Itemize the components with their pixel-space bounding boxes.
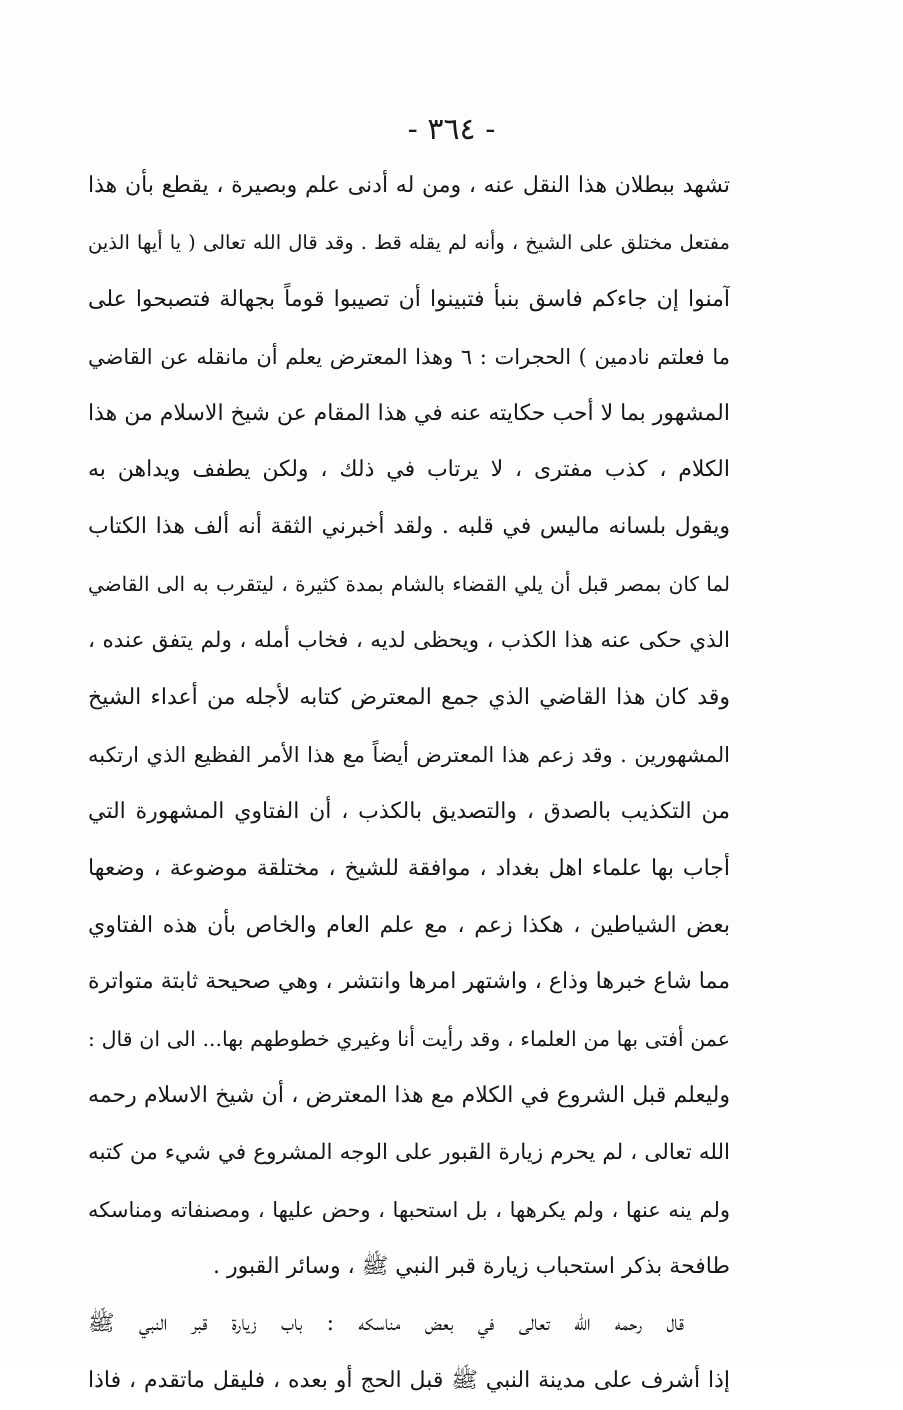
text-line: آمنوا إن جاءكم فاسق بنبأ فتبينوا أن تصيبوا قوماً بجهالة فتصبحوا على (88, 286, 730, 312)
text-line: قال رحمه الله تعالى في بعض مناسكه : باب زيارة قبر النبي ﷺ (88, 1310, 684, 1336)
text-line: عمن أفتى بها من العلماء ، وقد رأيت أنا وغيري خطوطهم بها... الى ان قال : (88, 1027, 730, 1052)
text-line: بعض الشياطين ، هكذا زعم ، مع علم العام والخاص بأن هذه الفتاوي (88, 912, 730, 938)
text-line: إذا أشرف على مدينة النبي ﷺ قبل الحج أو بعده ، فليقل ماتقدم ، فاذا (88, 1367, 730, 1393)
text-line: لما كان بمصر قبل أن يلي القضاء بالشام بمدة كثيرة ، ليتقرب به الى القاضي (88, 572, 730, 597)
text-line: من التكذيب بالصدق ، والتصديق بالكذب ، أن الفتاوي المشهورة التي (88, 798, 730, 824)
text-line: المشهور بما لا أحب حكايته عنه في هذا المقام عن شيخ الاسلام من هذا (88, 400, 730, 426)
text-line: المشهورين . وقد زعم هذا المعترض أيضاً مع هذا الأمر الفظيع الذي ارتكبه (88, 742, 730, 767)
text-line: ولم ينه عنها ، ولم يكرهها ، بل استحبها ، وحض عليها ، ومصنفاته ومناسكه (88, 1198, 730, 1223)
text-line: طافحة بذكر استحباب زيارة قبر النبي ﷺ ، وسائر القبور . (213, 1253, 730, 1279)
page-number: - ٣٦٤ - (407, 112, 496, 147)
text-line: وليعلم قبل الشروع في الكلام مع هذا المعترض ، أن شيخ الاسلام رحمه (88, 1083, 730, 1109)
text-line: وقد كان هذا القاضي الذي جمع المعترض كتابه لأجله من أعداء الشيخ (88, 685, 730, 711)
text-line: الذي حكى عنه هذا الكذب ، ويحظى لديه ، فخاب أمله ، ولم يتفق عنده ، (88, 628, 730, 654)
text-line: ويقول بلسانه ماليس في قلبه . ولقد أخبرني الثقة أنه ألف هذا الكتاب (88, 514, 730, 540)
text-line: مفتعل مختلق على الشيخ ، وأنه لم يقله قط . وقد قال الله تعالى ( يا أيها الذين (88, 230, 730, 254)
text-line: مما شاع خبرها وذاع ، واشتهر امرها وانتشر ، وهي صحيحة ثابتة متواترة (88, 969, 730, 995)
text-line: ما فعلتم نادمين ) الحجرات : ٦ وهذا المعترض يعلم أن مانقله عن القاضي (88, 344, 730, 369)
text-line: أجاب بها علماء اهل بغداد ، موافقة للشيخ ، مختلقة موضوعة ، وضعها (88, 855, 730, 881)
text-line: الكلام ، كذب مفترى ، لا يرتاب في ذلك ، ولكن يطفف ويداهن به (88, 457, 730, 483)
body-text (88, 158, 730, 1410)
text-line: تشهد ببطلان هذا النقل عنه ، ومن له أدنى علم وبصيرة ، يقطع بأن هذا (88, 173, 730, 198)
text-line: الله تعالى ، لم يحرم زيارة القبور على الوجه المشروع في شيء من كتبه (88, 1140, 730, 1166)
